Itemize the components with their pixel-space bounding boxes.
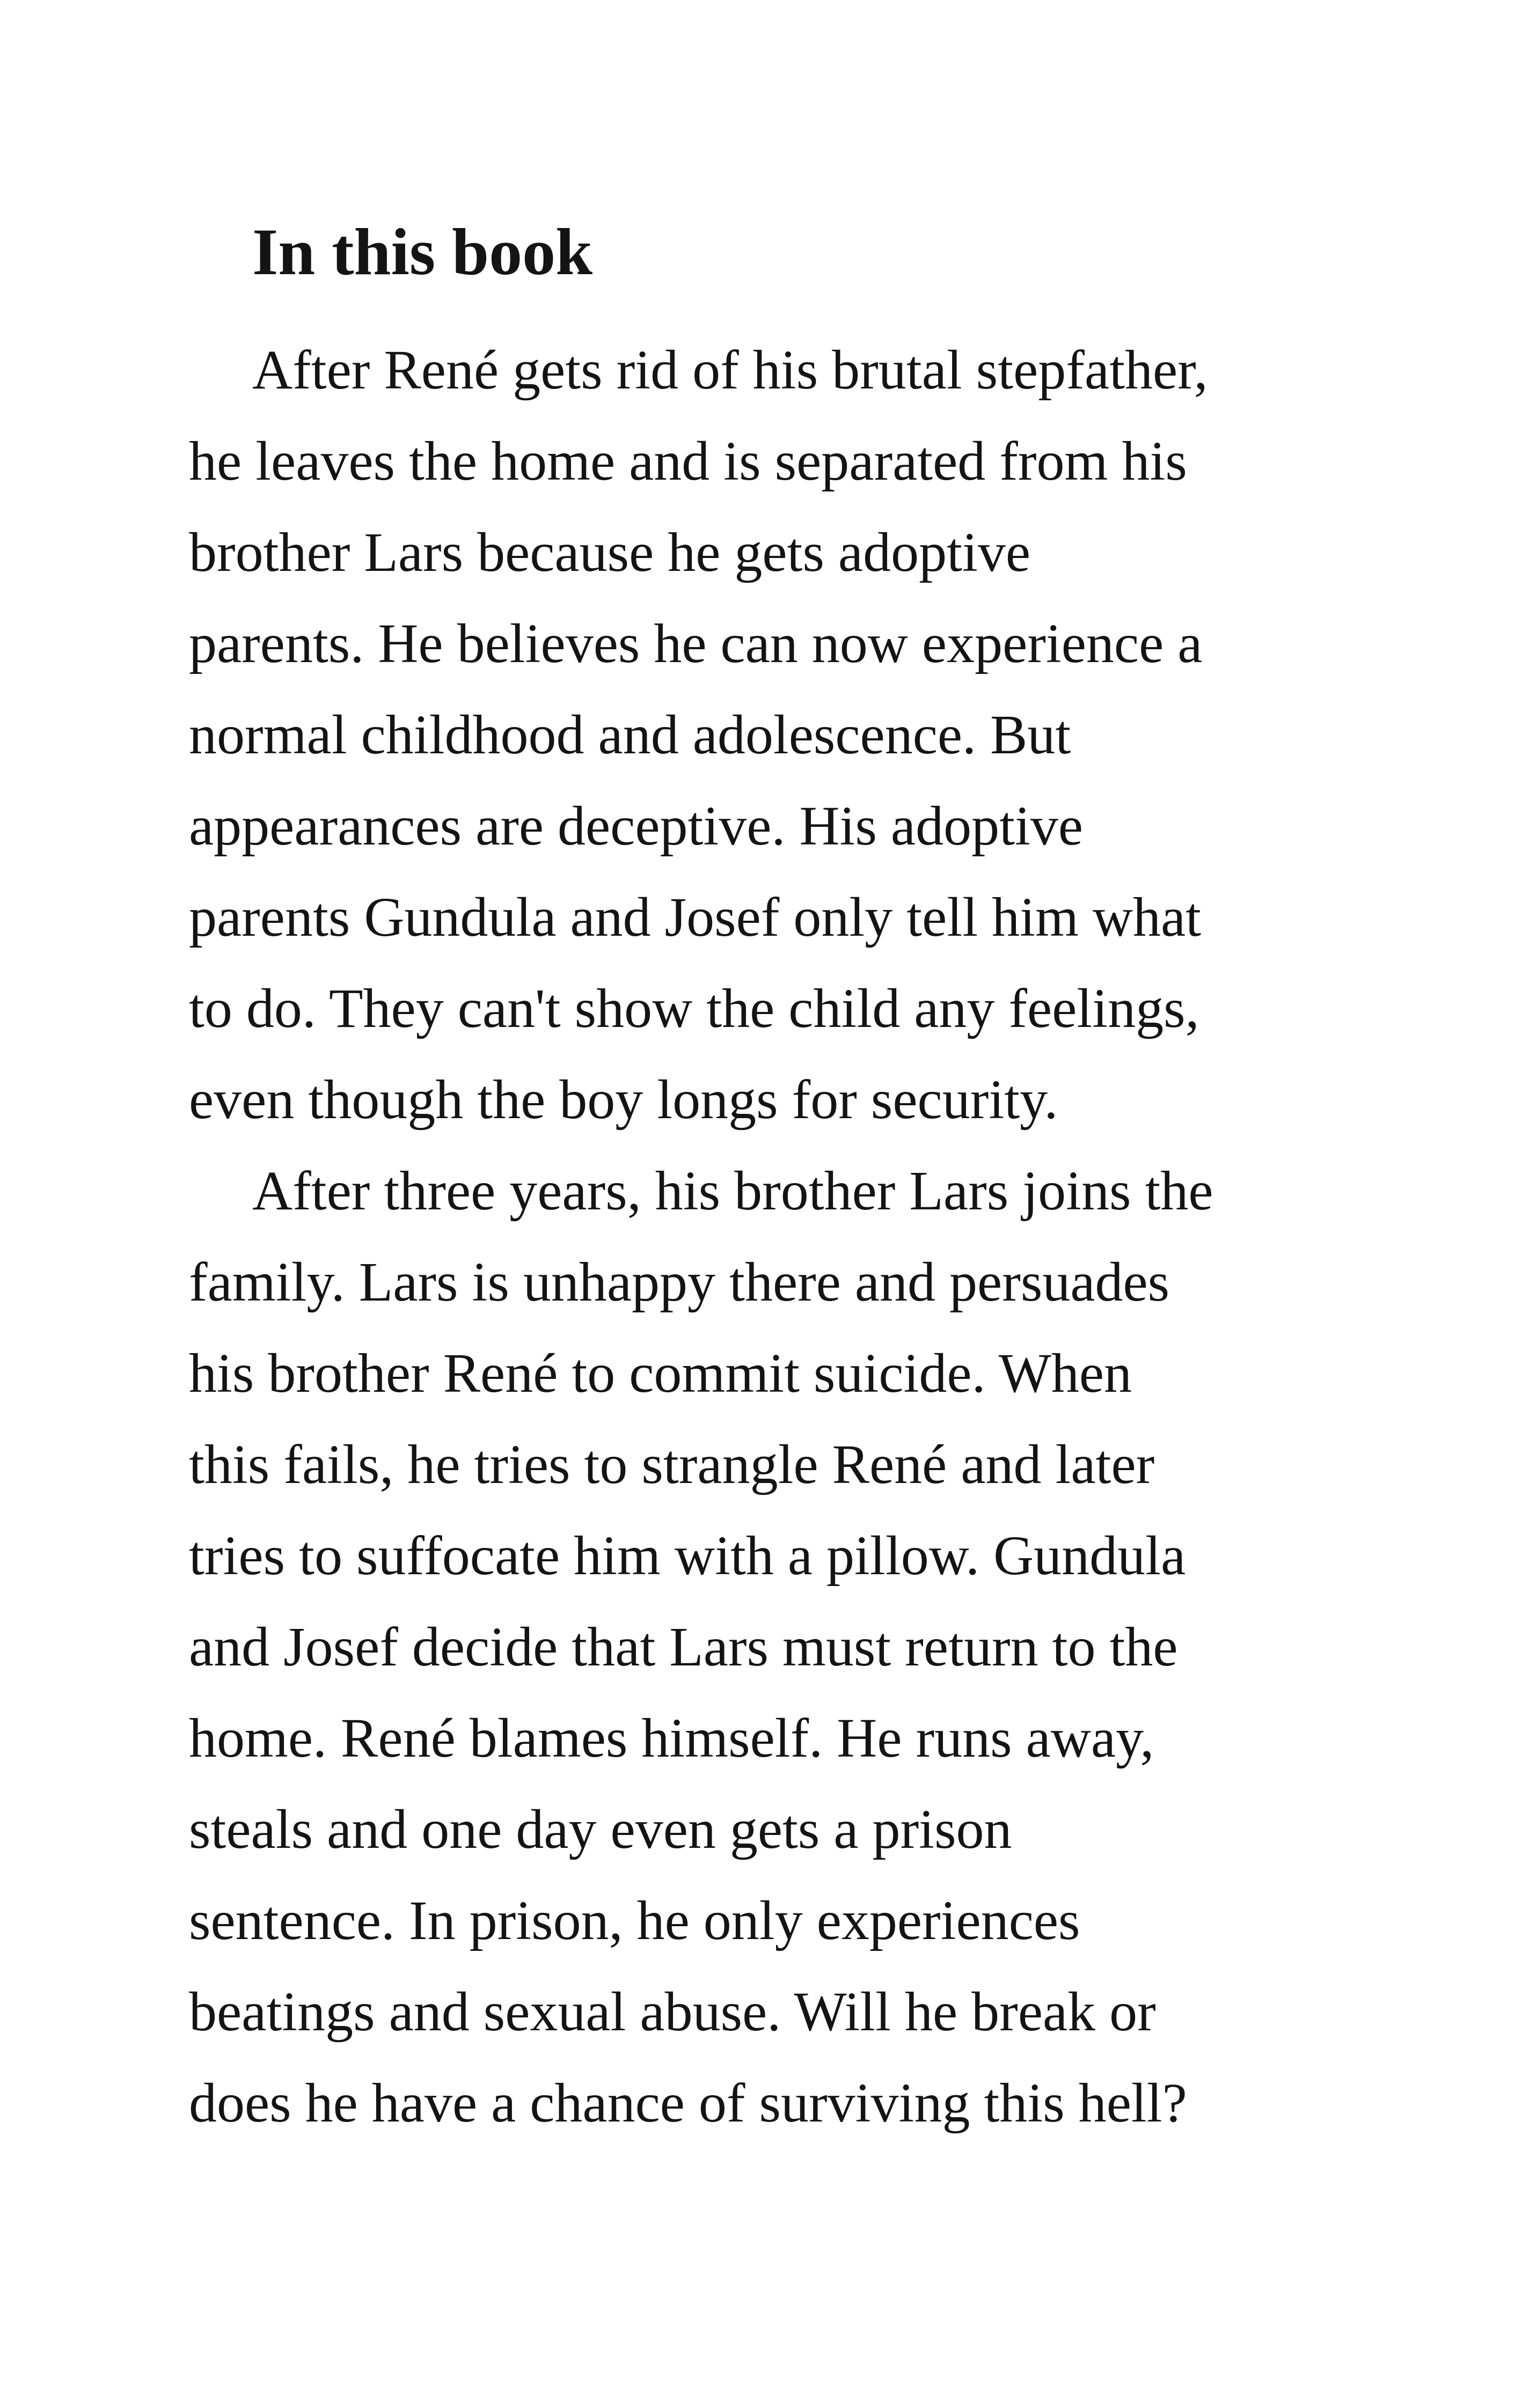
text-line: appearances are deceptive. His adoptive [189,795,1084,857]
text-line: After René gets rid of his brutal stepfather, [252,339,1208,401]
text-line: family. Lars is unhappy there and persuades [189,1251,1170,1313]
text-line: to do. They can't show the child any feelings, [189,978,1199,1039]
paragraph-2 [189,1146,1213,2149]
text-line: steals and one day even gets a prison [189,1798,1012,1860]
text-line: parents. He believes he can now experience a [189,613,1203,674]
text-line: beatings and sexual abuse. Will he break or [189,1981,1156,2043]
text-line: his brother René to commit suicide. When [189,1342,1132,1404]
text-line: sentence. In prison, he only experiences [189,1890,1080,1951]
text-line: does he have a chance of surviving this hell? [189,2072,1187,2134]
paragraph-1 [189,325,1208,1146]
text-line: even though the boy longs for security. [189,1069,1058,1130]
text-line: parents Gundula and Josef only tell him what [189,886,1202,948]
text-line: home. René blames himself. He runs away, [189,1707,1154,1769]
text-line: this fails, he tries to strangle René and later [189,1434,1155,1495]
text-line: he leaves the home and is separated from his [189,430,1187,492]
text-line: After three years, his brother Lars joins the [252,1160,1213,1222]
text-line: brother Lars because he gets adoptive [189,522,1031,583]
page-heading: In this book [252,215,593,289]
text-line: and Josef decide that Lars must return to the [189,1616,1178,1678]
text-line: tries to suffocate him with a pillow. Gundula [189,1525,1186,1587]
text-line: normal childhood and adolescence. But [189,704,1071,766]
